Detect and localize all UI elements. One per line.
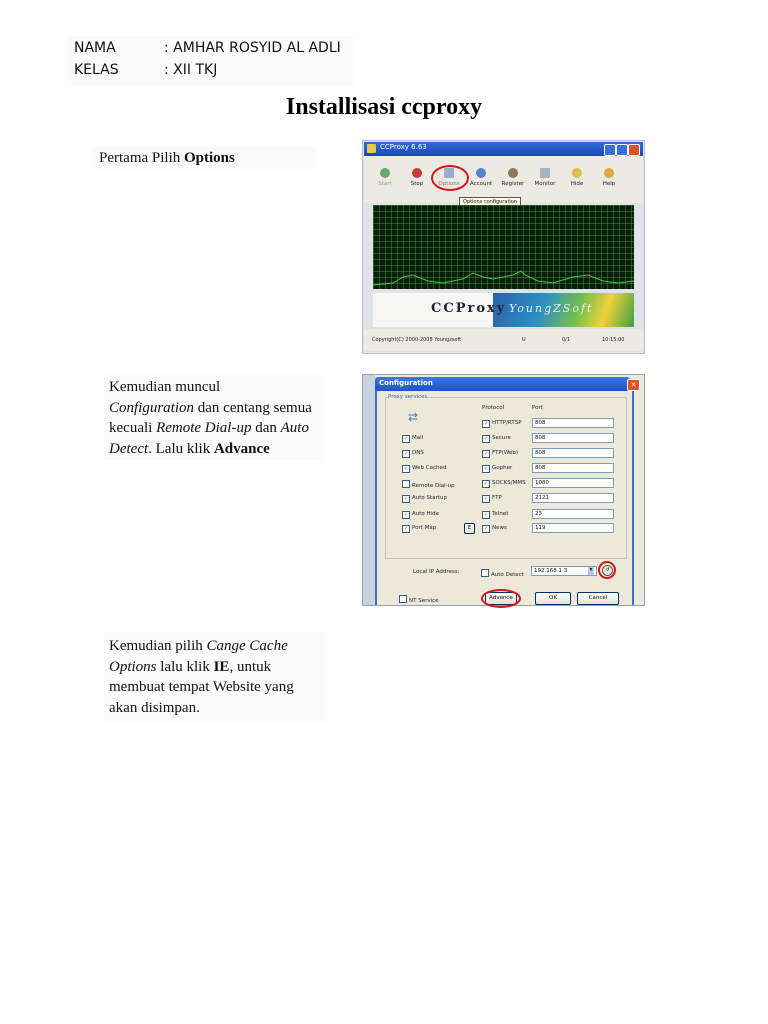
protocol-http-label: HTTP/RTSP bbox=[492, 420, 522, 426]
proxy-services-label: Proxy services bbox=[388, 394, 428, 400]
toolbar-account-button[interactable] bbox=[466, 156, 496, 202]
option-remote-dialup[interactable] bbox=[402, 480, 455, 489]
step-1-options: Options bbox=[184, 150, 235, 166]
step-2-click: . Lalu klik bbox=[148, 440, 214, 457]
toolbar-hide-label: Hide bbox=[570, 181, 584, 187]
step-2-intro: Kemudian muncul bbox=[109, 379, 221, 395]
ccproxy-app-icon bbox=[367, 144, 376, 153]
refresh-highlight-circle bbox=[598, 561, 616, 579]
ccproxy-statusbar bbox=[364, 329, 643, 351]
step-2-and: dan bbox=[251, 420, 281, 436]
advance-button[interactable]: Advance bbox=[485, 592, 517, 605]
protocol-ftp-label: FTP bbox=[492, 495, 502, 501]
option-auto-startup[interactable] bbox=[402, 495, 447, 503]
class-value: : XII TKJ bbox=[164, 62, 218, 78]
port-map-edit-button[interactable]: E bbox=[464, 523, 475, 534]
options-highlight-circle bbox=[431, 165, 469, 191]
proxy-services-group bbox=[385, 394, 627, 559]
status-copyright: Copyright(C) 2000-2008 Youngzsoft bbox=[372, 337, 462, 343]
name-row bbox=[74, 40, 341, 56]
configuration-window-title: Configuration bbox=[379, 379, 433, 387]
local-ip-label: Local IP Address: bbox=[413, 569, 460, 575]
help-icon bbox=[604, 168, 614, 178]
step-2-configuration: Configuration bbox=[109, 399, 195, 416]
checkbox-icon: ✓ bbox=[483, 496, 489, 502]
checkbox-icon: ✓ bbox=[483, 436, 489, 442]
protocol-ftp-web[interactable] bbox=[482, 450, 518, 458]
port-column-header: Port bbox=[532, 405, 543, 411]
step-2-text bbox=[104, 374, 324, 460]
toolbar-register-label: Register bbox=[501, 181, 525, 187]
toolbar-monitor-button[interactable] bbox=[530, 156, 560, 202]
protocol-socks-label: SOCKS/MMS bbox=[492, 480, 526, 486]
checkbox-icon: ✓ bbox=[483, 526, 489, 532]
class-row bbox=[74, 62, 217, 78]
toolbar-register-button[interactable] bbox=[498, 156, 528, 202]
toolbar-help-button[interactable] bbox=[594, 156, 624, 202]
configuration-dialog-screenshot bbox=[362, 374, 645, 606]
option-web-cached-label: Web Cached bbox=[412, 465, 447, 471]
background-window-strip bbox=[363, 375, 375, 605]
step-2-advance: Advance bbox=[213, 440, 270, 457]
name-label: NAMA bbox=[74, 40, 116, 56]
chevron-down-icon[interactable]: ▼ bbox=[588, 568, 594, 573]
option-mail[interactable] bbox=[402, 435, 423, 443]
toolbar-start-label: Start bbox=[378, 181, 392, 187]
checkbox-icon: ✓ bbox=[403, 436, 409, 442]
option-remote-dialup-label: Remote Dial-up bbox=[412, 483, 455, 489]
checkbox-icon: ✓ bbox=[483, 421, 489, 427]
configuration-titlebar bbox=[375, 377, 637, 391]
status-u: U bbox=[522, 337, 526, 343]
step-2-remote: Remote Dial-up bbox=[156, 420, 252, 436]
checkbox-icon: ✓ bbox=[403, 466, 409, 472]
stop-icon bbox=[412, 168, 422, 178]
checkbox-icon: ✓ bbox=[403, 451, 409, 457]
option-dns-label: DNS bbox=[412, 450, 424, 456]
option-auto-hide-label: Auto Hide bbox=[412, 511, 440, 517]
protocol-secure[interactable] bbox=[482, 435, 511, 443]
checkbox-icon bbox=[399, 595, 407, 603]
port-gopher-field[interactable]: 808 bbox=[532, 463, 614, 473]
option-port-map[interactable] bbox=[402, 525, 436, 533]
ccproxy-toolbar bbox=[364, 156, 643, 203]
option-auto-hide[interactable] bbox=[402, 511, 439, 519]
youngzsoft-logo-text: YoungZSoft bbox=[509, 302, 594, 315]
status-time: 10:15:00 bbox=[602, 337, 625, 343]
ccproxy-titlebar bbox=[364, 142, 643, 156]
step-3-rest: , untuk membuat tempat Website yang akan disimpan. bbox=[109, 658, 294, 716]
status-connections: 0/1 bbox=[562, 337, 571, 343]
checkbox-icon: ✓ bbox=[403, 496, 409, 502]
step-1-text bbox=[92, 146, 316, 170]
option-mail-label: Mail bbox=[412, 435, 424, 441]
protocol-ftp[interactable] bbox=[482, 495, 502, 503]
monitor-icon bbox=[540, 168, 550, 178]
toolbar-hide-button[interactable] bbox=[562, 156, 592, 202]
port-ftp-web-field[interactable]: 808 bbox=[532, 448, 614, 458]
protocol-ftp-web-label: FTP(Web) bbox=[492, 450, 519, 456]
protocol-secure-label: Secure bbox=[492, 435, 511, 441]
port-secure-field[interactable]: 808 bbox=[532, 433, 614, 443]
hide-icon bbox=[572, 168, 582, 178]
register-icon bbox=[508, 168, 518, 178]
ip-address-select[interactable]: 192.168.1.3 bbox=[531, 566, 597, 576]
traffic-graph-line bbox=[373, 205, 634, 289]
protocol-telnet-label: Telnet bbox=[492, 511, 509, 517]
port-ftp-field[interactable]: 2121 bbox=[532, 493, 614, 503]
checkbox-icon: ✓ bbox=[483, 451, 489, 457]
protocol-http[interactable] bbox=[482, 420, 522, 428]
refresh-ip-icon[interactable]: ↺ bbox=[602, 565, 613, 576]
minimize-icon[interactable] bbox=[604, 144, 616, 156]
checkbox-icon bbox=[402, 480, 410, 488]
port-news-field[interactable]: 119 bbox=[532, 523, 614, 533]
nt-service-label: NT Service bbox=[409, 598, 439, 604]
option-auto-startup-label: Auto Startup bbox=[412, 495, 447, 501]
close-icon[interactable]: ✕ bbox=[627, 379, 640, 391]
cancel-button[interactable]: Cancel bbox=[577, 592, 619, 605]
step-3-ie: IE bbox=[213, 658, 230, 675]
account-icon bbox=[476, 168, 486, 178]
protocol-news-label: News bbox=[492, 525, 507, 531]
checkbox-icon bbox=[481, 569, 489, 577]
toolbar-account-label: Account bbox=[469, 181, 493, 187]
ok-button[interactable]: OK bbox=[535, 592, 571, 605]
configuration-body bbox=[375, 391, 634, 605]
toolbar-monitor-label: Monitor bbox=[534, 181, 556, 187]
step-3-intro: Kemudian pilih bbox=[109, 638, 207, 654]
option-dns[interactable] bbox=[402, 450, 424, 458]
port-telnet-field[interactable]: 23 bbox=[532, 509, 614, 519]
protocol-gopher-label: Gopher bbox=[492, 465, 513, 471]
ccproxy-logo-text: CCProxy bbox=[431, 301, 507, 316]
ccproxy-main-window-screenshot bbox=[362, 140, 645, 354]
protocol-gopher[interactable] bbox=[482, 465, 512, 473]
step-1-intro: Pertama Pilih bbox=[99, 150, 184, 166]
toolbar-options-label: Options bbox=[438, 181, 460, 187]
class-label: KELAS bbox=[74, 62, 119, 78]
option-web-cached[interactable] bbox=[402, 465, 446, 473]
auto-detect-checkbox[interactable] bbox=[481, 569, 524, 578]
protocol-telnet[interactable] bbox=[482, 511, 508, 519]
protocol-news[interactable] bbox=[482, 525, 507, 533]
student-info-block bbox=[66, 36, 354, 86]
toolbar-stop-label: Stop bbox=[410, 181, 424, 187]
toolbar-help-label: Help bbox=[602, 181, 616, 187]
ccproxy-window-title: CCProxy 6.63 bbox=[380, 143, 427, 151]
network-arrows-icon: ⇄ bbox=[408, 410, 419, 424]
step-3-text bbox=[104, 632, 326, 722]
option-port-map-label: Port Map bbox=[412, 525, 437, 531]
step-3-click: lalu klik bbox=[156, 658, 214, 675]
toolbar-stop-button[interactable] bbox=[402, 156, 432, 202]
toolbar-start-button[interactable] bbox=[370, 156, 400, 202]
step-3-cache: Cange Cache Options bbox=[109, 638, 288, 675]
checkbox-icon: ✓ bbox=[483, 466, 489, 472]
start-icon bbox=[380, 168, 390, 178]
step-2-mid: dan centang semua kecuali bbox=[109, 399, 312, 436]
port-socks-field[interactable]: 1080 bbox=[532, 478, 614, 488]
close-icon[interactable] bbox=[628, 144, 640, 156]
protocol-column-header: Protocol bbox=[482, 405, 505, 411]
checkbox-icon: ✓ bbox=[403, 512, 409, 518]
protocol-socks[interactable] bbox=[482, 480, 526, 488]
traffic-graph bbox=[373, 205, 634, 289]
ccproxy-banner bbox=[373, 293, 634, 327]
auto-detect-label: Auto Detect bbox=[491, 572, 524, 578]
port-http-field[interactable]: 808 bbox=[532, 418, 614, 428]
document-title: Installisasi ccproxy bbox=[285, 94, 483, 120]
checkbox-icon: ✓ bbox=[403, 526, 409, 532]
maximize-icon[interactable] bbox=[616, 144, 628, 156]
nt-service-checkbox[interactable] bbox=[399, 595, 439, 604]
name-value: : AMHAR ROSYID AL ADLI bbox=[164, 40, 341, 56]
step-2-autodetect: Auto Detect bbox=[109, 420, 309, 457]
checkbox-icon: ✓ bbox=[483, 481, 489, 487]
options-tooltip: Options configuration bbox=[459, 197, 521, 208]
advance-highlight-circle bbox=[481, 589, 521, 608]
checkbox-icon: ✓ bbox=[483, 512, 489, 518]
